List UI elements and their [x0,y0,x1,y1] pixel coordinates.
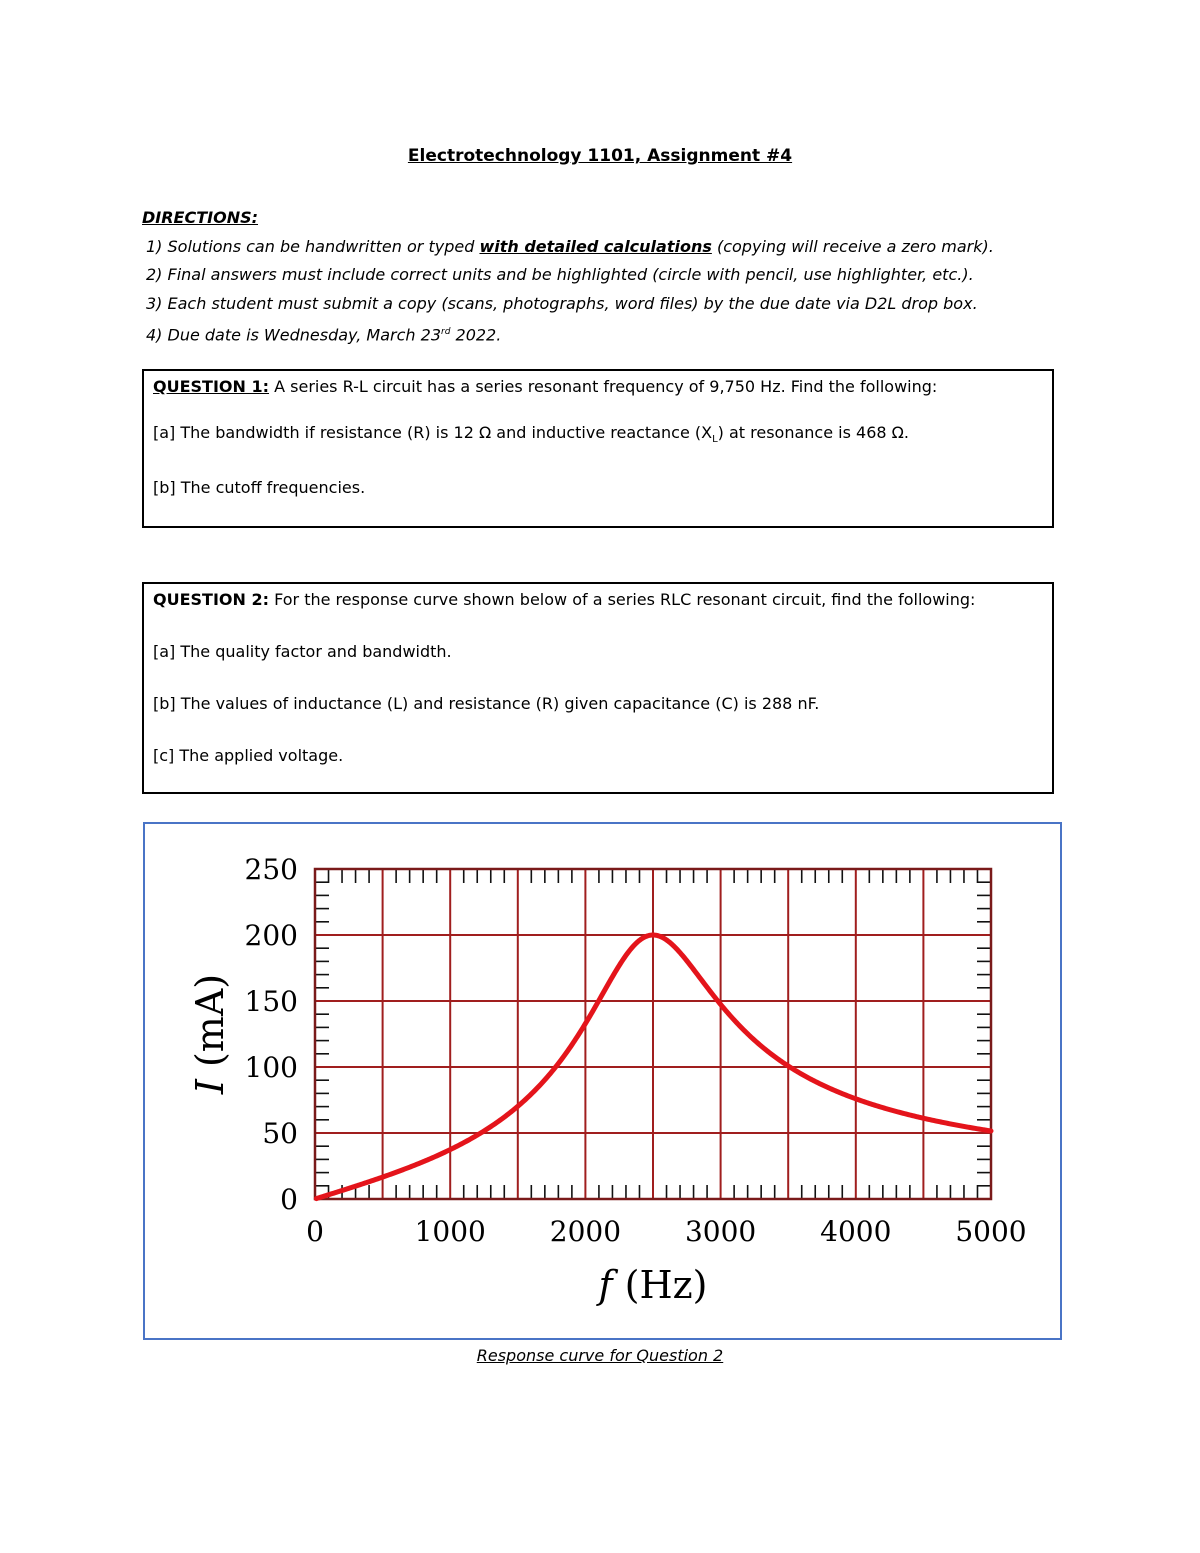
y-axis-label: I (mA) [188,973,232,1095]
question-2-part-b: [b] The values of inductance (L) and resistance (R) given capacitance (C) is 288 nF. [153,694,820,713]
direction-item-4: 4) Due date is Wednesday, March 23rd 2022. [146,325,502,345]
response-curve-chart [145,824,1060,1338]
question-1-part-a: [a] The bandwidth if resistance (R) is 12 Ω and inductive reactance $(X_L)$ at resonance is 468 Ω. [153,423,909,446]
direction-item-1: 1) Solutions can be handwritten or typed with detailed calculations (copying will receive a zero mark). [146,236,994,256]
x-tick-label: 5000 [955,1215,1027,1248]
question-1-box [142,369,1054,528]
x-tick-label: 0 [306,1215,324,1248]
directions-heading: DIRECTIONS: [142,208,259,227]
assignment-title: Electrotechnology 1101, Assignment #4 [407,146,793,166]
question-2-part-a: [a] The quality factor and bandwidth. [153,642,452,661]
directions-section [142,204,1082,350]
x-axis-label: f (Hz) [598,1263,708,1307]
direction-item-3: 3) Each student must submit a copy (scans, photographs, word files) by the due date via D2L drop box. [146,293,978,313]
y-tick-label: 50 [262,1117,298,1150]
figure-caption: Response curve for Question 2 [476,1346,724,1365]
x-tick-label: 1000 [414,1215,486,1248]
question-2-box [142,582,1054,794]
y-tick-label: 250 [244,853,298,886]
x-tick-label: 3000 [684,1215,757,1248]
y-tick-label: 100 [244,1051,298,1084]
response-curve-frame [143,822,1062,1340]
question-1-prompt: QUESTION 1: A series R-L circuit has a series resonant frequency of 9,750 Hz. Find the following: [153,377,938,396]
y-tick-label: 200 [244,919,298,952]
x-tick-label: 4000 [820,1215,892,1248]
question-1-part-b: [b] The cutoff frequencies. [153,478,366,498]
question-2-prompt: QUESTION 2: For the response curve shown below of a series RLC resonant circuit, find the following: [153,590,976,609]
y-tick-label: 0 [280,1183,298,1216]
direction-item-2: 2) Final answers must include correct units and be highlighted (circle with pencil, use highlighter, etc.). [146,265,974,284]
y-tick-label: 150 [244,985,298,1018]
x-tick-label: 2000 [549,1215,622,1248]
question-2-part-c: [c] The applied voltage. [153,746,344,765]
